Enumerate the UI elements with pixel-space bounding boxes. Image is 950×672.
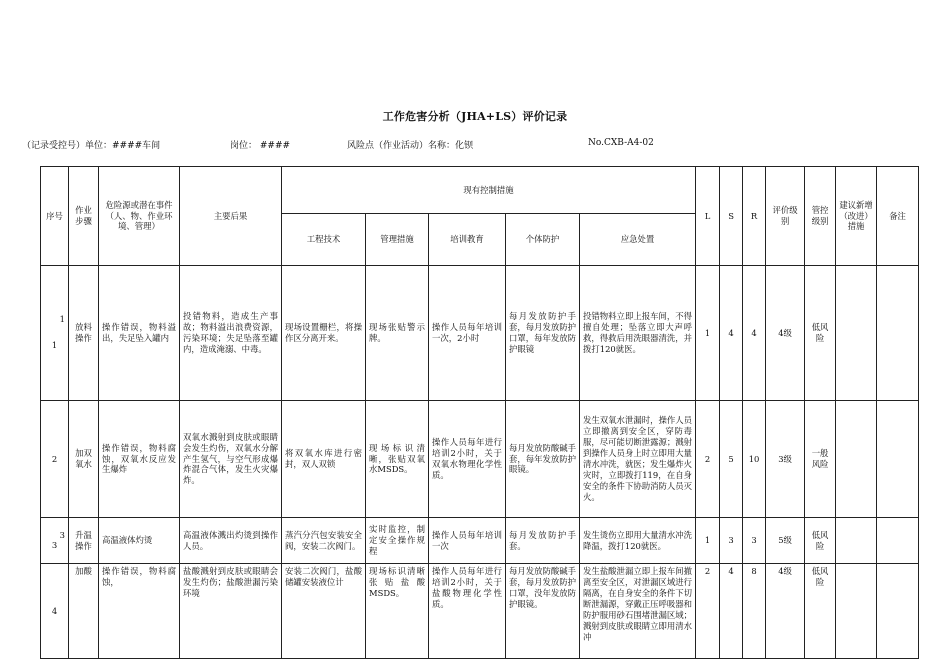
row-eval-level: 3级 xyxy=(766,401,805,518)
row-control-level: 低风险 xyxy=(805,518,836,564)
col-hazard: 危险源或潜在事件（人、物、作业环境、管理） xyxy=(99,167,180,266)
row-seq xyxy=(41,266,69,401)
row-engineering: 安装二次阀门，盐酸储罐安装液位计 xyxy=(282,564,366,659)
row-hazard: 高温液体灼烫 xyxy=(99,518,180,564)
document-title: 工作危害分析（JHA+LS）评价记录 xyxy=(382,110,568,123)
row-training: 操作人员每年培训一次，2小时 xyxy=(429,266,506,401)
row-emergency: 投错物料立即上报车间，不得擅自处理；坠落立即大声呼救，得救后用洗眼器清洗，并拨打120就医。 xyxy=(580,266,696,401)
row-l: 2 xyxy=(696,564,720,659)
col-l: L xyxy=(696,167,720,266)
row-step: 放料操作 xyxy=(69,266,99,401)
col-consequence: 主要后果 xyxy=(180,167,282,266)
row-training: 操作人员每年培训一次 xyxy=(429,518,506,564)
row-suggest xyxy=(836,564,877,659)
table-row xyxy=(41,266,919,401)
row-remark xyxy=(877,564,919,659)
row-seq xyxy=(41,518,69,564)
row-ppe: 每月发放防护手套。 xyxy=(506,518,580,564)
row-l: 1 xyxy=(696,266,720,401)
row-engineering: 蒸汽分汽包安装安全阀，安装二次阀门。 xyxy=(282,518,366,564)
row-seq: 4 xyxy=(41,564,69,659)
col-controls: 现有控制措施 xyxy=(282,167,696,214)
row-hazard: 操作错误，物料腐蚀，双氧水反应发生爆炸 xyxy=(99,401,180,518)
table-row xyxy=(41,401,919,518)
row-training: 操作人员每年进行培训2小时，关于双氧水物理化学性质。 xyxy=(429,401,506,518)
row-ppe: 每月发放防酸碱手套，每年发放防护眼镜。 xyxy=(506,401,580,518)
jha-table xyxy=(40,166,919,659)
col-management: 管理措施 xyxy=(366,214,429,266)
row-eval-level: 4级 xyxy=(766,266,805,401)
row-management: 实时监控，制定安全操作规程 xyxy=(366,518,429,564)
row-control-level: 低风险 xyxy=(805,266,836,401)
table-row xyxy=(41,564,919,659)
post-field: 岗位： #### xyxy=(230,141,291,151)
row-s: 4 xyxy=(720,564,743,659)
row-emergency: 发生烫伤立即用大量清水冲洗降温，拨打120就医。 xyxy=(580,518,696,564)
row-control-level: 一般风险 xyxy=(805,401,836,518)
col-seq: 序号 xyxy=(41,167,69,266)
row-emergency: 发生盐酸泄漏立即上报车间撤离至安全区，对泄漏区域进行隔离，在自身安全的条件下切断泄漏源，穿戴正压呼吸器和防护服用砂石围堵泄漏区域；溅射到皮肤或眼睛立即用清水冲 xyxy=(580,564,696,659)
row-sub-index: 1 xyxy=(59,314,65,324)
row-hazard: 操作错误，物料腐蚀， xyxy=(99,564,180,659)
row-r: 10 xyxy=(743,401,766,518)
row-remark xyxy=(877,401,919,518)
risk-point-field: 风险点（作业活动）名称：化钡 xyxy=(347,141,474,151)
row-suggest xyxy=(836,518,877,564)
row-s: 4 xyxy=(720,266,743,401)
row-s: 3 xyxy=(720,518,743,564)
col-s: S xyxy=(720,167,743,266)
row-eval-level: 4级 xyxy=(766,564,805,659)
col-eval-level: 评价级别 xyxy=(766,167,805,266)
row-l: 2 xyxy=(696,401,720,518)
row-suggest xyxy=(836,266,877,401)
row-seq-value: 3 xyxy=(51,539,58,550)
row-consequence: 高温液体溅出灼烫到操作人员。 xyxy=(180,518,282,564)
col-step: 作业步骤 xyxy=(69,167,99,266)
row-ppe: 每月发放防酸碱手套，每月发放防护口罩，没年发放防护眼镜。 xyxy=(506,564,580,659)
doc-number: No.CXB-A4-02 xyxy=(588,138,654,148)
row-control-level: 低风险 xyxy=(805,564,836,659)
row-management: 现场张贴警示牌。 xyxy=(366,266,429,401)
row-management: 现场标识清晰张贴盐酸MSDS。 xyxy=(366,564,429,659)
col-emergency: 应急处置 xyxy=(580,214,696,266)
col-training: 培训教育 xyxy=(429,214,506,266)
row-step: 加双氧水 xyxy=(69,401,99,518)
row-engineering: 现场设置栅栏，将操作区分离开来。 xyxy=(282,266,366,401)
row-sub-index: 3 xyxy=(59,530,65,541)
col-control-level: 管控级别 xyxy=(805,167,836,266)
col-suggest: 建议新增（改进）措施 xyxy=(836,167,877,266)
col-engineering: 工程技术 xyxy=(282,214,366,266)
col-ppe: 个体防护 xyxy=(506,214,580,266)
row-r: 8 xyxy=(743,564,766,659)
row-hazard: 操作错误，物料溢出，失足坠入罐内 xyxy=(99,266,180,401)
row-training: 操作人员每年进行培训2小时，关于盐酸物理化学性质。 xyxy=(429,564,506,659)
row-seq-value: 1 xyxy=(51,339,58,350)
row-remark xyxy=(877,266,919,401)
col-r: R xyxy=(743,167,766,266)
row-s: 5 xyxy=(720,401,743,518)
record-unit: （记录受控号）单位：####车间 xyxy=(22,141,161,151)
row-step: 升温操作 xyxy=(69,518,99,564)
row-management: 现场标识清晰，张贴双氧水MSDS。 xyxy=(366,401,429,518)
row-ppe: 每月发放防护手套，每月发放防护口罩，每年发放防护眼镜 xyxy=(506,266,580,401)
row-l: 1 xyxy=(696,518,720,564)
row-consequence: 双氧水溅射到皮肤或眼睛会发生灼伤，双氧水分解产生氢气，与空气形成爆炸混合气体，发生火灾爆炸。 xyxy=(180,401,282,518)
row-consequence: 投错物料，造成生产事故；物料溢出浪费资源，污染环境；失足坠落至罐内，造成淹溺、中毒。 xyxy=(180,266,282,401)
col-remark: 备注 xyxy=(877,167,919,266)
row-suggest xyxy=(836,401,877,518)
row-seq: 2 xyxy=(41,401,69,518)
row-r: 4 xyxy=(743,266,766,401)
row-emergency: 发生双氧水泄漏时，操作人员立即撤离到安全区，穿防毒服，尽可能切断泄露源；溅射到操作人员身上时立即用大量清水冲洗，就医；发生爆炸火灾时，立即拨打119，在自身安全的条件下协助消防人员灭火。 xyxy=(580,401,696,518)
row-remark xyxy=(877,518,919,564)
row-r: 3 xyxy=(743,518,766,564)
row-step: 加酸 xyxy=(69,564,99,659)
row-engineering: 将双氧水库进行密封，双人双锁 xyxy=(282,401,366,518)
row-consequence: 盐酸溅射到皮肤或眼睛会发生灼伤；盐酸泄漏污染环境 xyxy=(180,564,282,659)
row-eval-level: 5级 xyxy=(766,518,805,564)
table-row xyxy=(41,518,919,564)
